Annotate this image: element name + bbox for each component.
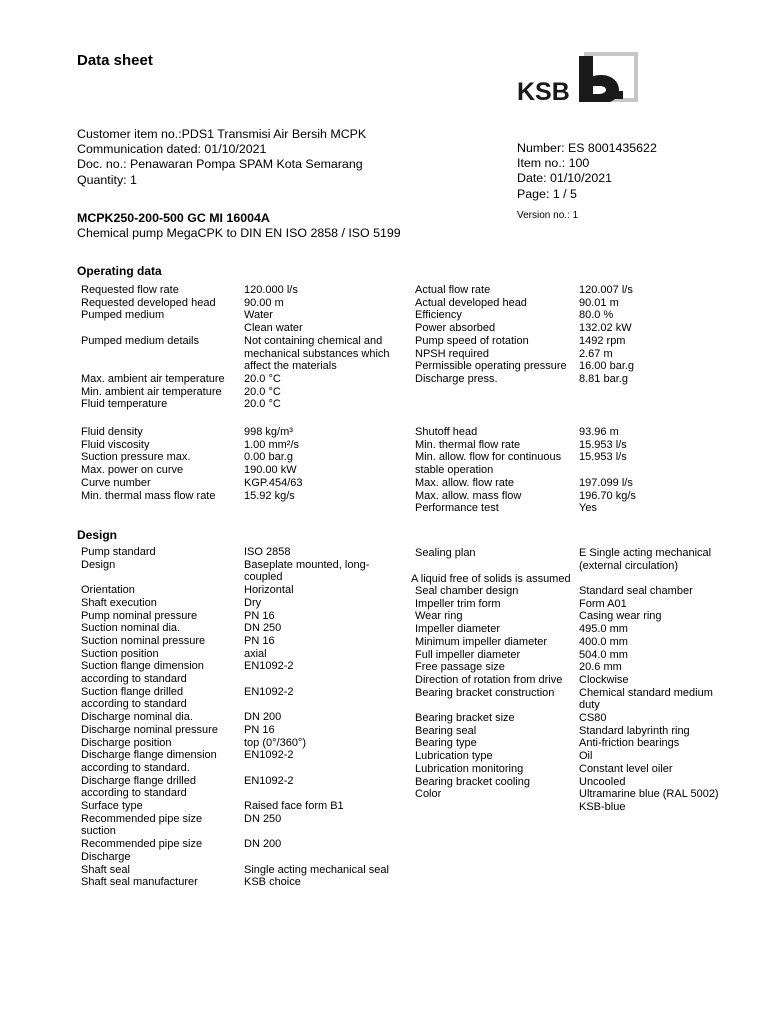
design-value: axial (244, 647, 267, 660)
op-value: 196.70 kg/s (579, 489, 636, 502)
design-label: Suction flange dimension according to standard (81, 660, 204, 686)
design-label: Discharge nominal pressure (81, 723, 218, 736)
design-label: Suction nominal pressure (81, 634, 206, 647)
op-label: Pumped medium details (81, 334, 200, 347)
design-label: Pump standard (81, 546, 156, 558)
design-label: Shaft seal manufacturer (81, 876, 198, 889)
design-value: DN 200 (244, 711, 282, 724)
op-label: Requested flow rate (81, 284, 179, 296)
op-label: NPSH required (415, 347, 489, 360)
op-label: Fluid density (81, 426, 143, 438)
op-label: Min. ambient air temperature (81, 385, 222, 398)
design-left (81, 546, 414, 889)
op-value: 93.96 m (579, 426, 619, 438)
op-value: Yes (579, 502, 597, 515)
design-value: 400.0 mm (579, 635, 628, 648)
op-label: Requested developed head (81, 296, 216, 309)
design-label: Discharge flange dimension according to standard. (81, 749, 217, 774)
design-value: Anti-friction bearings (579, 737, 680, 750)
design-value: Standard seal chamber (579, 585, 693, 597)
op-label: Min. thermal mass flow rate (81, 489, 216, 502)
design-label: Bearing bracket cooling (415, 775, 530, 788)
op-label: Min. thermal flow rate (415, 438, 521, 451)
ksb-logo (517, 52, 639, 102)
header-left-block (77, 127, 366, 188)
customer-item: Customer item no.:PDS1 Transmisi Air Bersih MCPK (77, 127, 367, 141)
op-label: Pumped medium (81, 309, 165, 322)
op-value: 2.67 m (579, 347, 613, 360)
design-value: Uncooled (579, 775, 626, 788)
design-label: Free passage size (415, 661, 505, 674)
op-value: 15.92 kg/s (244, 489, 295, 502)
op-label: Actual flow rate (415, 284, 491, 296)
quantity: Quantity: 1 (77, 172, 137, 187)
op-label: Efficiency (415, 309, 462, 322)
header-right-block (517, 141, 657, 202)
design-label: Bearing bracket size (415, 712, 515, 725)
op-value: 20.0 °C (244, 372, 281, 385)
op-value: 0.00 bar.g (244, 451, 293, 464)
op-label: Min. allow. flow for continuous stable operation (415, 451, 562, 477)
document-number: Number: ES 8001435622 (517, 141, 657, 155)
op-value: 80.0 % (579, 309, 614, 322)
op-label: Shutoff head (415, 426, 478, 438)
design-value: Standard labyrinth ring (579, 724, 690, 737)
op-value: 90.00 m (244, 296, 284, 309)
op-label: Power absorbed (415, 322, 496, 335)
design-label: Discharge position (81, 736, 172, 749)
operating-right-b (415, 426, 739, 515)
design-value: Horizontal (244, 584, 294, 597)
design-value: EN1092-2 (244, 749, 294, 762)
design-label: Discharge flange drilled according to standard (81, 774, 196, 800)
design-heading: Design (77, 528, 118, 542)
design-value: top (0°/360°) (244, 736, 306, 749)
page-title: Data sheet (77, 52, 153, 69)
op-label: Permissible operating pressure (415, 360, 567, 373)
design-label: Bearing bracket construction (415, 686, 555, 699)
op-value: 15.953 l/s (579, 451, 627, 464)
design-value: EN1092-2 (244, 774, 294, 787)
op-label: Actual developed head (415, 296, 527, 309)
op-value: 197.099 l/s (579, 476, 633, 489)
design-value: DN 200 (244, 838, 282, 851)
item-no: Item no.: 100 (517, 156, 590, 171)
design-value: Ultramarine blue (RAL 5002) KSB-blue (579, 788, 719, 813)
op-value: 15.953 l/s (579, 438, 627, 451)
op-value: 1.00 mm²/s (244, 438, 300, 451)
op-value: 120.007 l/s (579, 284, 633, 296)
design-label: Orientation (81, 584, 135, 597)
design-label: Bearing type (415, 737, 477, 750)
op-label: Suction pressure max. (81, 451, 191, 464)
design-label: Shaft execution (81, 596, 157, 609)
design-label: Discharge nominal dia. (81, 711, 193, 724)
operating-left-b (81, 426, 414, 502)
op-value: 16.00 bar.g (579, 360, 635, 373)
design-value: PN 16 (244, 609, 275, 622)
logo-text: KSB (517, 78, 570, 102)
design-label: Surface type (81, 800, 143, 813)
product-code: MCPK250-200-500 GC MI 16004A (77, 211, 270, 225)
design-label: Recommended pipe size Discharge (81, 838, 203, 863)
design-label: Design (81, 558, 116, 571)
design-right (415, 585, 739, 814)
operating-left-a (81, 284, 414, 411)
design-value: Raised face form B1 (244, 800, 344, 813)
op-label: Curve number (81, 476, 151, 489)
op-label: Max. power on curve (81, 464, 184, 477)
design-label: Full impeller diameter (415, 648, 521, 661)
op-label: Max. allow. flow rate (415, 476, 515, 489)
design-label: Bearing seal (415, 724, 477, 737)
design-label: Lubrication monitoring (415, 762, 524, 775)
op-value: Water Clean water (244, 309, 303, 335)
operating-right-a (415, 284, 739, 386)
design-label: Suction nominal dia. (81, 622, 181, 635)
design-label: Suction flange drilled according to standard (81, 685, 187, 711)
design-label: Pump nominal pressure (81, 609, 198, 622)
design-value: EN1092-2 (244, 685, 294, 698)
design-label: Color (415, 788, 442, 801)
design-value: Casing wear ring (579, 610, 662, 623)
design-value: ISO 2858 (244, 546, 291, 558)
design-label: Shaft seal (81, 863, 130, 876)
design-label: Recommended pipe size suction (81, 812, 203, 838)
op-label: Fluid viscosity (81, 438, 150, 451)
design-value: Dry (244, 596, 262, 609)
page-number: Page: 1 / 5 (517, 186, 577, 201)
op-value: 1492 rpm (579, 334, 626, 347)
op-label: Max. ambient air temperature (81, 372, 225, 385)
design-value: 495.0 mm (579, 623, 628, 636)
design-value: CS80 (579, 712, 607, 725)
date: Date: 01/10/2021 (517, 171, 613, 186)
design-value: KSB choice (244, 876, 301, 889)
op-label: Fluid temperature (81, 398, 168, 411)
product-description: Chemical pump MegaCPK to DIN EN ISO 2858 / ISO 5199 (77, 226, 401, 240)
design-value: 20.6 mm (579, 661, 622, 674)
op-label: Performance test (415, 502, 499, 515)
op-label: Max. allow. mass flow (415, 489, 522, 502)
design-label: Sealing plan (415, 547, 476, 559)
op-value: 132.02 kW (579, 322, 632, 335)
design-label: Direction of rotation from drive (415, 673, 563, 686)
design-label: Seal chamber design (415, 585, 519, 597)
op-value: KGP.454/63 (244, 476, 303, 489)
solids-note: A liquid free of solids is assumed (411, 573, 571, 585)
op-label: Pump speed of rotation (415, 334, 529, 347)
design-label: Suction position (81, 647, 159, 660)
version-number: Version no.: 1 (517, 210, 579, 221)
operating-data-heading: Operating data (77, 264, 162, 278)
design-value: Baseplate mounted, long- coupled (244, 558, 370, 584)
doc-no: Doc. no.: Penawaran Pompa SPAM Kota Semarang (77, 157, 363, 172)
design-value: Clockwise (579, 673, 629, 686)
design-value: EN1092-2 (244, 660, 294, 673)
op-value: 20.0 °C (244, 385, 281, 398)
op-label: Discharge press. (415, 372, 498, 385)
design-label: Impeller diameter (415, 623, 500, 636)
design-value: PN 16 (244, 723, 275, 736)
design-value: DN 250 (244, 622, 282, 635)
design-value: E Single acting mechanical (external circulation) (579, 547, 712, 572)
design-label: Lubrication type (415, 750, 493, 763)
design-value: Form A01 (579, 597, 627, 610)
design-value: Chemical standard medium duty (579, 686, 713, 712)
design-value: PN 16 (244, 634, 275, 647)
design-label: Wear ring (415, 610, 463, 623)
design-label: Minimum impeller diameter (415, 635, 548, 648)
design-right-top (415, 547, 739, 572)
op-value: 8.81 bar.g (579, 372, 628, 385)
design-value: Single acting mechanical seal (244, 863, 389, 876)
design-value: DN 250 (244, 812, 282, 825)
op-value: 90.01 m (579, 296, 619, 309)
op-value: 190.00 kW (244, 464, 297, 477)
op-value: 998 kg/m³ (244, 426, 293, 438)
design-value: Constant level oiler (579, 762, 673, 775)
communication-dated: Communication dated: 01/10/2021 (77, 142, 267, 157)
design-label: Impeller trim form (415, 597, 501, 610)
design-value: Oil (579, 750, 593, 763)
op-value: 120.000 l/s (244, 284, 298, 296)
design-value: 504.0 mm (579, 648, 628, 661)
op-value: Not containing chemical and mechanical substances which affect the materials (244, 334, 390, 373)
op-value: 20.0 °C (244, 398, 281, 411)
